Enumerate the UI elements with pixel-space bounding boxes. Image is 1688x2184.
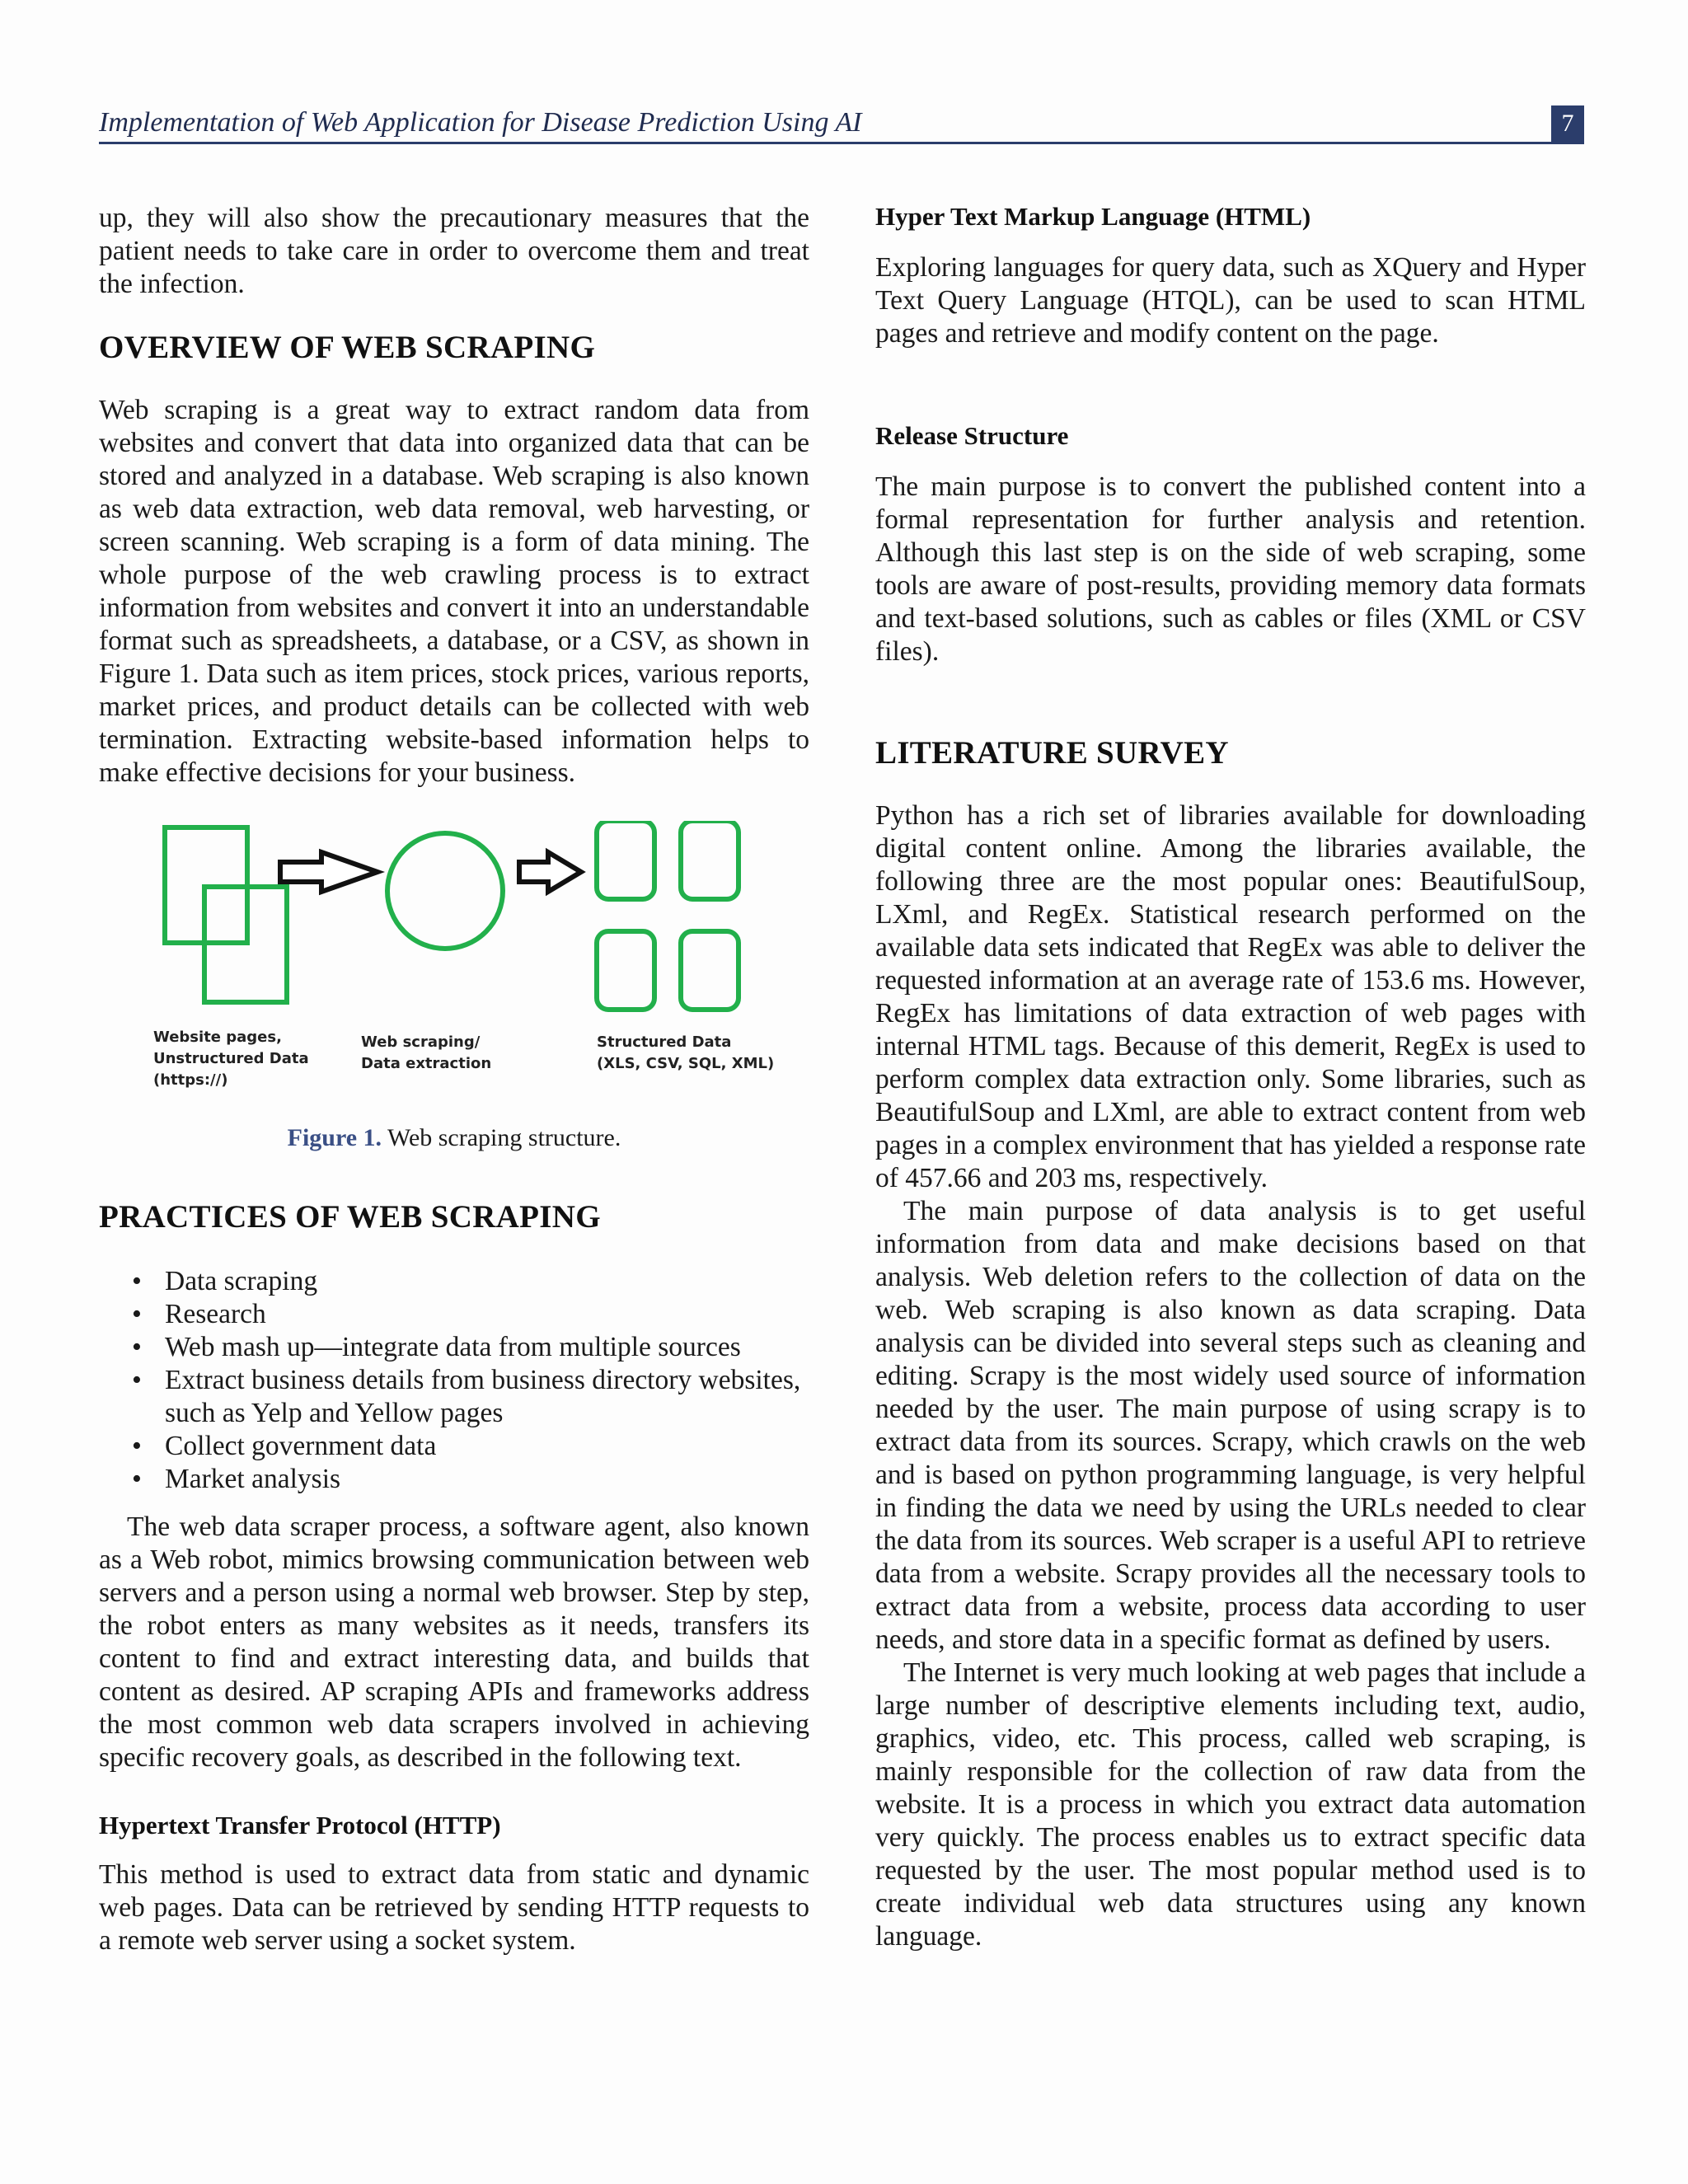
running-header xyxy=(99,105,1584,144)
page-number: 7 xyxy=(1551,105,1584,142)
list-item: • Web mash up—integrate data from multiple sources xyxy=(165,1331,809,1364)
intro-paragraph: up, they will also show the precautionary measures that the patient needs to take care in order to overcome them and treat the infection. xyxy=(99,203,809,299)
structured-box-1 xyxy=(597,821,654,899)
subheading-release-structure: Release Structure xyxy=(875,421,1069,450)
structured-box-4 xyxy=(681,931,738,1010)
running-title: Implementation of Web Application for Disease Prediction Using AI xyxy=(99,107,862,138)
web-robot-paragraph: The web data scraper process, a software agent, also known as a Web robot, mimics browsing communication between web servers and a person using a normal web browser. Step by step, the robot enters as many websites as it needs, transfers its content to find and extract interesting data, and builds that content as desired. AP scraping APIs and frameworks address the most common web data scrapers involved in achieving specific recovery goals, as described in the following text. xyxy=(99,1511,809,1773)
literature-paragraph-2: The main purpose of data analysis is to get useful information from data and make decisions based on that analysis. Web deletion refers to the collection of data on the web. Web scraping is also known as data scraping. Data analysis can be divided into several steps such as cleaning and editing. Scrapy is the most widely used source of information needed by the user. The main purpose of using scrapy is to extract data from its sources. Scrapy, which crawls on the web and is based on python programming language, is very helpful in finding the data we need by using the URLs needed to clear the data from its sources. Web scraper is a useful API to retrieve data from a website. Scrapy provides all the necessary tools to extract data from a website, process data according to user needs, and store data in a specific format as defined by users. xyxy=(875,1196,1586,1655)
overview-paragraph: Web scraping is a great way to extract random data from websites and convert that data into organized data that can be stored and analyzed in a database. Web scraping is also known as web data extraction, web data removal, web harvesting, or screen scanning. Web scraping is a form of data mining. The whole purpose of the web crawling process is to extract information from websites and convert it into an understandable format such as spreadsheets, a database, or a CSV, as shown in Figure 1. Data such as item prices, stock prices, various reports, market prices, and product details can be collected with web termination. Extracting website-based information helps to make effective decisions for your business. xyxy=(99,395,809,788)
literature-paragraph-3: The Internet is very much looking at web pages that include a large number of descriptive elements including text, audio, graphics, video, etc. This process, called web scraping, is mainly responsible for the collection of raw data from the website. It is a process in which you extract data automation very quickly. The process enables us to extract specific data requested by the user. The most popular method used is to create individual web data structures using any known language. xyxy=(875,1657,1586,1952)
http-paragraph: This method is used to extract data from static and dynamic web pages. Data can be retrieved by sending HTTP requests to a remote web server using a socket system. xyxy=(99,1859,809,1956)
html-paragraph: Exploring languages for query data, such as XQuery and Hyper Text Query Language (HTQL), can be used to scan HTML pages and retrieve and modify content on the page. xyxy=(875,252,1586,349)
list-item: • Data scraping xyxy=(165,1265,809,1298)
figure-caption xyxy=(99,1124,809,1152)
figure-web-scraping xyxy=(99,821,809,1118)
extraction-circle xyxy=(387,833,503,949)
figure-label-input: Website pages, Unstructured Data (https://) xyxy=(153,1029,309,1089)
structured-box-2 xyxy=(681,821,738,899)
section-heading-overview: OVERVIEW OF WEB SCRAPING xyxy=(99,330,596,365)
right-column xyxy=(875,202,1586,1953)
arrow-icon-2 xyxy=(519,852,581,892)
arrow-icon-1 xyxy=(280,852,377,892)
list-item: • Market analysis xyxy=(165,1463,809,1496)
figure-label-process: Web scraping/ Data extraction xyxy=(361,1033,492,1072)
release-paragraph: The main purpose is to convert the published content into a formal representation for further analysis and retention. Although this last step is on the side of web scraping, some tools are aware of post-results, providing memory data formats and text-based solutions, such as cables or files (XML or CSV files). xyxy=(875,471,1586,667)
left-column xyxy=(99,202,809,1957)
structured-box-3 xyxy=(597,931,654,1010)
section-heading-practices: PRACTICES OF WEB SCRAPING xyxy=(99,1199,601,1235)
list-item: • Research xyxy=(165,1298,809,1331)
figure-caption-text: Web scraping structure. xyxy=(387,1124,621,1151)
figure-caption-label: Figure 1. xyxy=(287,1124,382,1151)
list-item: • Collect government data xyxy=(165,1430,809,1463)
section-heading-literature: LITERATURE SURVEY xyxy=(875,735,1229,771)
figure-label-output: Structured Data (XLS, CSV, SQL, XML) xyxy=(597,1033,775,1072)
subheading-http: Hypertext Transfer Protocol (HTTP) xyxy=(99,1811,501,1840)
practices-list xyxy=(99,1265,809,1496)
literature-paragraph-1: Python has a rich set of libraries available for downloading digital content online. Among the libraries available, the following three are the most popular ones: BeautifulSoup, LXml, and RegEx. Statistical research performed on the available data sets indicated that RegEx was able to deliver the requested information at an average rate of 153.6 ms. However, RegEx has limitations of data extraction of web pages with internal HTML tags. Because of this demerit, RegEx is used to perform complex data extraction only. Some libraries, such as BeautifulSoup and LXml, are able to extract content from web pages in a complex environment that has yielded a response rate of 457.66 and 203 ms, respectively. xyxy=(875,800,1586,1193)
list-item: • Extract business details from business directory websites, such as Yelp and Yellow pages xyxy=(165,1364,809,1430)
subheading-html: Hyper Text Markup Language (HTML) xyxy=(875,202,1311,231)
